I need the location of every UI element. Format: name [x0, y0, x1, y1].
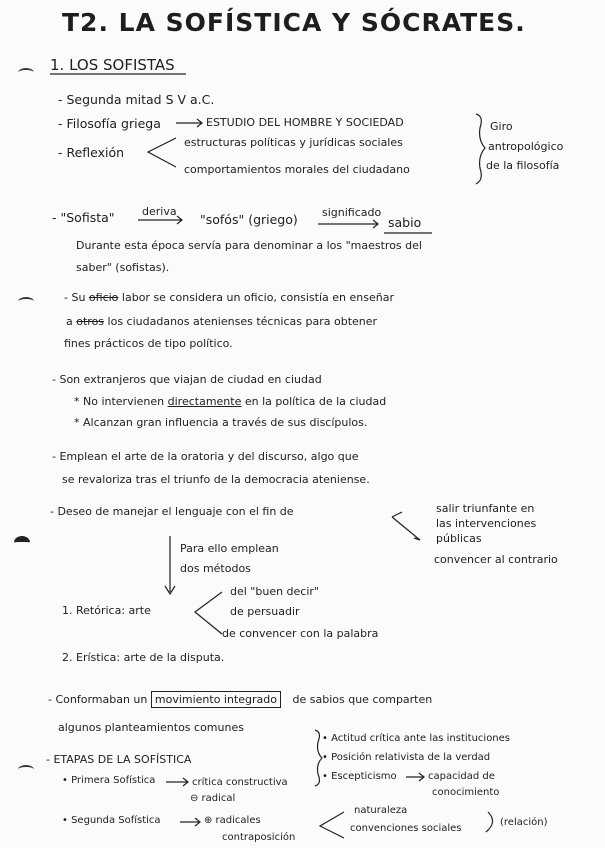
note-line: - ETAPAS DE LA SOFÍSTICA [46, 753, 192, 766]
arrow-significado [318, 220, 378, 228]
note-line: de la filosofía [486, 159, 560, 172]
note-line: estructuras políticas y jurídicas sociales [184, 136, 403, 149]
note-line: algunos planteamientos comunes [58, 721, 244, 734]
struck-word: otros [76, 315, 105, 328]
arrow-segunda [180, 818, 200, 826]
bracket-contraposicion [320, 812, 344, 838]
note-line: • Posición relativista de la verdad [322, 752, 491, 763]
note-line: de convencer con la palabra [222, 627, 379, 640]
note-line [66, 316, 377, 327]
note-line: (relación) [500, 817, 548, 828]
note-text: * No intervienen [74, 395, 165, 408]
note-line: significado [322, 206, 382, 219]
bracket-retorica [195, 592, 222, 634]
note-line [74, 396, 386, 407]
note-line: del "buen decir" [230, 585, 319, 598]
note-line: naturaleza [354, 805, 408, 816]
note-line: - Son extranjeros que viajan de ciudad en ciudad [52, 373, 322, 386]
note-line: - Deseo de manejar el lenguaje con el fin de [50, 505, 294, 518]
brace-giro [476, 114, 485, 184]
note-line: ESTUDIO DEL HOMBRE Y SOCIEDAD [206, 116, 404, 129]
note-line: 1. Retórica: arte [62, 604, 151, 617]
note-line: de persuadir [230, 605, 300, 618]
note-text: labor se considera un oficio, consistía en enseñar [121, 291, 394, 304]
note-line: • Actitud crítica ante las instituciones [322, 733, 511, 744]
note-line: • Escepticismo [322, 771, 397, 782]
arrow-fin [392, 512, 420, 540]
note-line: saber" (sofistas). [76, 261, 170, 274]
section-heading: 1. LOS SOFISTAS [50, 56, 175, 74]
note-line: - Emplean el arte de la oratoria y del discurso, algo que [52, 450, 359, 463]
note-line: - Reflexión [58, 145, 125, 160]
bracket-reflexion [148, 138, 176, 167]
note-line: • Primera Sofística [62, 775, 156, 786]
note-text: en la política de la ciudad [244, 395, 387, 408]
note-line [64, 292, 394, 303]
note-line: crítica constructiva [192, 777, 288, 788]
arrow-escepticismo [406, 773, 424, 781]
arrow-para-ello [165, 536, 175, 594]
note-line: públicas [436, 532, 482, 545]
note-line: Durante esta época servía para denominar a los "maestros del [76, 239, 422, 252]
page-title: T2. LA SOFÍSTICA Y SÓCRATES. [62, 8, 526, 37]
note-line [48, 694, 432, 705]
note-line: ⊖ radical [190, 793, 236, 804]
note-line: dos métodos [180, 562, 251, 575]
note-line: * Alcanzan gran influencia a través de sus discípulos. [74, 416, 368, 429]
note-line: fines prácticos de tipo político. [64, 337, 233, 350]
note-line: deriva [142, 205, 177, 218]
note-line: - "Sofista" [52, 210, 115, 225]
note-line: Giro [490, 120, 513, 133]
note-line: ⊕ radicales [204, 815, 261, 826]
note-line: capacidad de [428, 771, 495, 782]
note-line: sabio [388, 215, 422, 230]
note-line: salir triunfante en [436, 502, 535, 515]
note-text: - Conformaban un [48, 693, 148, 706]
boxed-phrase: movimiento integrado [151, 691, 281, 708]
note-line: comportamientos morales del ciudadano [184, 163, 410, 176]
note-line: conocimiento [432, 787, 500, 798]
underlined-word: directamente [167, 395, 242, 408]
note-line: antropológico [488, 140, 564, 153]
note-text: - Su [64, 291, 86, 304]
note-text: los ciudadanos atenienses técnicas para obtener [107, 315, 378, 328]
struck-word: oficio [88, 291, 119, 304]
note-line: - Segunda mitad S V a.C. [58, 92, 215, 107]
note-line: - Filosofía griega [58, 116, 161, 131]
note-text: a [66, 315, 73, 328]
note-line: las intervenciones [436, 517, 537, 530]
arrow-primera [166, 778, 188, 786]
arrow-filosofia [176, 119, 202, 127]
note-text: de sabios que comparten [292, 693, 433, 706]
note-line: "sofós" (griego) [200, 212, 298, 227]
note-line: • Segunda Sofística [62, 815, 161, 826]
note-line: Para ello emplean [180, 542, 279, 555]
note-line: contraposición [222, 832, 296, 843]
brace-planteamientos [315, 730, 322, 786]
note-line: se revaloriza tras el triunfo de la democracia ateniense. [62, 473, 370, 486]
note-line: convencer al contrario [434, 553, 558, 566]
curve-relacion [486, 812, 493, 832]
note-line: convenciones sociales [350, 823, 462, 834]
note-line: 2. Erística: arte de la disputa. [62, 651, 225, 664]
